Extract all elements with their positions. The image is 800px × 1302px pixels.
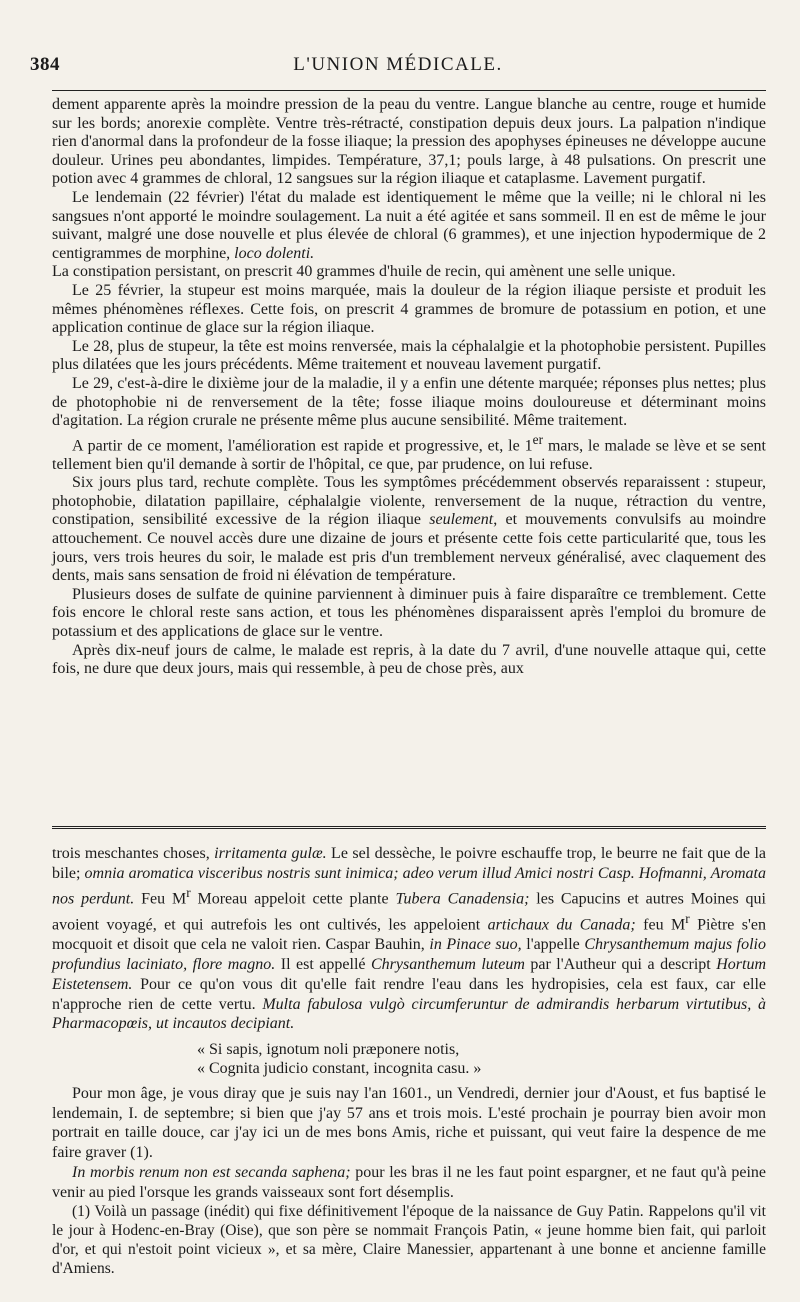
article-paragraph: Le lendemain (22 février) l'état du malade est identiquement le même que la veille; ni le chloral ni les sangsues n'ont apporté le moindre soulagement. La nuit a été agitée et sans sommeil. Il en est de même le jour suivant, malgré une dose nouvelle et plus élevée de chloral (6 grammes), et une injection hypodermique de 2 centigrammes de morphine, loco dolenti. [52, 188, 766, 262]
latin-verse [52, 1040, 766, 1078]
article-paragraph: Le 29, c'est-à-dire le dixième jour de la maladie, il y a enfin une détente marquée; réponses plus nettes; plus de photophobie ni de renversement de la tête; fosse iliaque moins douloureuse et déterminant moins d'agitation. La région crurale ne présente même plus aucune sensibilité. Même traitement. [52, 374, 766, 430]
feuilleton-paragraph: Pour mon âge, je vous diray que je suis nay l'an 1601., un Vendredi, dernier jour d'Aoust, et fus baptisé le lendemain, I. de septembre; si bien que j'ay 57 ans et trois mois. L'esté prochain je pourray bien avoir mon portrait en taille douce, car j'ay ici un de mes bons Amis, riche et puissant, qui veut faire la despence de me faire graver (1). [52, 1084, 766, 1162]
article-paragraph: Le 28, plus de stupeur, la tête est moins renversée, mais la céphalalgie et la photophobie persistent. Pupilles plus dilatées que les jours précédents. Même traitement et nouveau lavement purgatif. [52, 337, 766, 374]
feuilleton-separator [52, 826, 766, 832]
article-body [52, 96, 766, 679]
feuilleton-paragraph: trois meschantes choses, irritamenta gulæ. Le sel dessèche, le poivre eschauffe trop, le beurre ne fait que de la bile; omnia aromatica visceribus nostris sunt inimica; adeo verum illud Amici nostri Casp. Hofmanni, Aromata nos perdunt. Feu $M^r$ Moreau appeloit cette plante Tubera Canadensia; les Capucins et autres Moines qui avoient voyagé, et qui autrefois les ont cultivés, les appeloient artichaux du Canada; feu $M^r$ Piètre s'en mocquoit et disoit que cela ne valoit rien. Caspar Bauhin, in Pinace suo, l'appelle Chrysanthemum majus folio profundius laciniato, flore magno. Il est appellé Chrysanthemum luteum par l'Autheur qui a descript Hortum Eistetensem. Pour ce qu'on vous dit qu'elle fait rendre l'eau dans les hydropisies, cela est faux, car elle n'approche rien de cette vertu. Multa fabulosa vulgò circumferuntur de admirandis herbarum virtutibus, à Pharmacopœis, ut incautos decipiant. [52, 845, 767, 1033]
article-paragraph: La constipation persistant, on prescrit 40 grammes d'huile de recin, qui amènent une selle unique. [52, 263, 676, 281]
verse-line: « Si sapis, ignotum noli præponere notis, [197, 1040, 460, 1058]
feuilleton-body [52, 844, 766, 1278]
article-paragraph: Plusieurs doses de sulfate de quinine parviennent à diminuer puis à faire disparaître ce tremblement. Cette fois encore le chloral reste sans action, et tous les phénomènes disparaissent après l'emploi du bromure de potassium et des applications de glace sur le ventre. [52, 585, 766, 640]
page-number: 384 [30, 54, 60, 75]
header-rule [52, 90, 766, 91]
footnote: (1) Voilà un passage (inédit) qui fixe définitivement l'époque de la naissance de Guy Patin. Rappelons qu'il vit le jour à Hodenc-en-Bray (Oise), que son père se nommait François Patin, « jeune homme bien fait, qui parloit d'or, et qui n'estoit point vicieux », et sa mère, Claire Manessier, appartenant à une bonne et ancienne famille d'Amiens. [52, 1203, 766, 1278]
article-paragraph: Après dix-neuf jours de calme, le malade est repris, à la date du 7 avril, d'une nouvelle attaque qui, cette fois, ne dure que deux jours, mais qui ressemble, à peu de chose près, aux [52, 641, 766, 678]
feuilleton-paragraph: In morbis renum non est secanda saphena; pour les bras il ne les faut point espargner, et ne faut qu'à peine venir au pied l'orsque les grands vaisseaux sont fort désemplis. [52, 1163, 766, 1201]
running-title: L'UNION MÉDICALE. [293, 54, 503, 75]
article-paragraph: Six jours plus tard, rechute complète. Tous les symptômes précédemment observés reparaissent : stupeur, photophobie, dilatation papillaire, céphalalgie violente, renversement de la nuque, rétraction du ventre, constipation, sensibilité excessive de la région iliaque seulement, et mouvements convulsifs au moindre attouchement. Ce nouvel accès dure une dizaine de jours et présente cette fois cette particularité que, tous les jours, vers trois heures du soir, le malade est pris d'un tremblement nerveux généralisé, avec claquement des dents, mais sans sensation de froid ni élévation de température. [52, 474, 766, 585]
article-paragraph: Le 25 février, la stupeur est moins marquée, mais la douleur de la région iliaque persiste et produit les mêmes phénomènes réflexes. Cette fois, on prescrit 4 grammes de bromure de potassium en potion, et une application continue de glace sur la région iliaque. [52, 281, 766, 337]
article-paragraph: dement apparente après la moindre pression de la peau du ventre. Langue blanche au centre, rouge et humide sur les bords; anorexie complète. Ventre très-rétracté, constipation depuis deux jours. La palpation n'indique rien d'anormal dans la profondeur de la fosse iliaque; la pression des apophyses épineuses ne développe aucune douleur. Urines peu abondantes, limpides. Température, 37,1; pouls large, à 48 pulsations. On prescrit une potion avec 4 grammes de chloral, 12 sangsues sur la région iliaque et cataplasme. Lavement purgatif. [52, 96, 766, 188]
verse-line: « Cognita judicio constant, incognita casu. » [197, 1059, 482, 1077]
article-paragraph: A partir de ce moment, l'amélioration est rapide et progressive, et, le 1er mars, le malade se lève et se sent tellement bien qu'il demande à sortir de l'hôpital, ce que, par prudence, on lui refuse. [52, 431, 767, 473]
page-header [30, 48, 766, 82]
